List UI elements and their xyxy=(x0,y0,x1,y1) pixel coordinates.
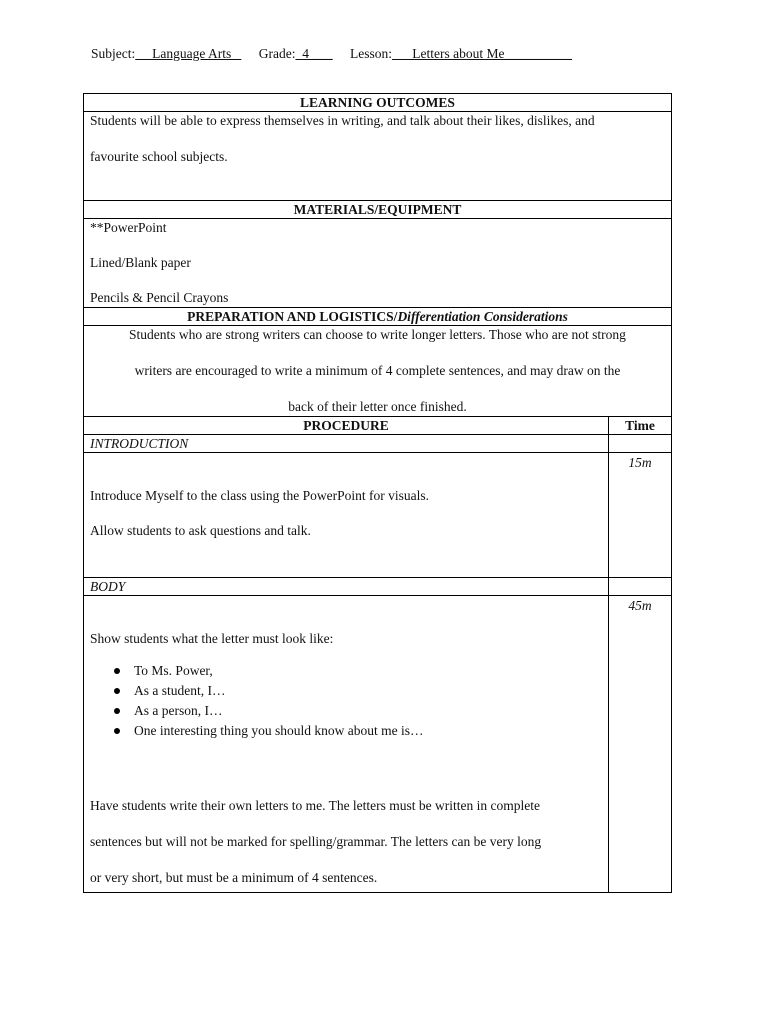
materials-item: **PowerPoint xyxy=(90,220,167,235)
body-cell xyxy=(84,596,609,893)
introduction-line1: Introduce Myself to the class using the PowerPoint for visuals. xyxy=(90,488,429,503)
body-para-line1: Have students write their own letters to me. The letters must be written in complete xyxy=(90,798,541,813)
list-item: As a person, I… xyxy=(134,701,602,721)
preparation-line3: back of their letter once finished. xyxy=(288,399,467,414)
list-item: To Ms. Power, xyxy=(134,661,602,681)
grade-value: 4 ___ xyxy=(295,46,333,61)
learning-outcomes-line2: favourite school subjects. xyxy=(90,149,228,164)
list-item: As a student, I… xyxy=(134,681,602,701)
preparation-line2: writers are encouraged to write a minimum of 4 complete sentences, and may draw on the xyxy=(134,363,621,378)
materials-cell xyxy=(84,219,672,308)
preparation-heading-italic: Differentiation Considerations xyxy=(397,309,568,324)
lesson-plan-table xyxy=(83,93,672,893)
lesson-label: Lesson: xyxy=(349,46,392,61)
body-para-line3: or very short, but must be a minimum of 4 sentences. xyxy=(90,870,378,885)
procedure-heading: PROCEDURE xyxy=(84,417,609,435)
lesson-header xyxy=(91,46,691,62)
preparation-line1: Students who are strong writers can choose to write longer letters. Those who are not strong xyxy=(129,327,626,342)
preparation-cell xyxy=(84,326,672,417)
lesson-value: Letters about Me__________ xyxy=(391,46,572,61)
grade-label: Grade: xyxy=(258,46,296,61)
preparation-heading-main: PREPARATION AND LOGISTICS/ xyxy=(187,309,398,324)
list-item: One interesting thing you should know about me is… xyxy=(134,721,602,741)
introduction-label: INTRODUCTION xyxy=(84,435,609,453)
preparation-heading xyxy=(84,308,672,326)
introduction-cell xyxy=(84,453,609,578)
introduction-time-spacer xyxy=(609,435,672,453)
body-time-spacer xyxy=(609,578,672,596)
learning-outcomes-line1: Students will be able to express themselves in writing, and talk about their likes, dislikes, and xyxy=(90,113,595,128)
body-para-line2: sentences but will not be marked for spelling/grammar. The letters can be very long xyxy=(90,834,542,849)
learning-outcomes-cell xyxy=(84,112,672,201)
materials-item: Lined/Blank paper xyxy=(90,255,191,270)
time-heading: Time xyxy=(609,417,672,435)
introduction-line2: Allow students to ask questions and talk. xyxy=(90,523,311,538)
learning-outcomes-heading: LEARNING OUTCOMES xyxy=(84,94,672,112)
subject-value: Language Arts xyxy=(135,46,242,61)
subject-label: Subject: xyxy=(91,46,136,61)
body-intro-line: Show students what the letter must look like: xyxy=(90,631,334,646)
body-time: 45m xyxy=(609,596,672,893)
letter-format-list xyxy=(90,661,602,741)
materials-item: Pencils & Pencil Crayons xyxy=(90,290,229,305)
body-label: BODY xyxy=(84,578,609,596)
introduction-time: 15m xyxy=(609,453,672,578)
materials-heading: MATERIALS/EQUIPMENT xyxy=(84,201,672,219)
